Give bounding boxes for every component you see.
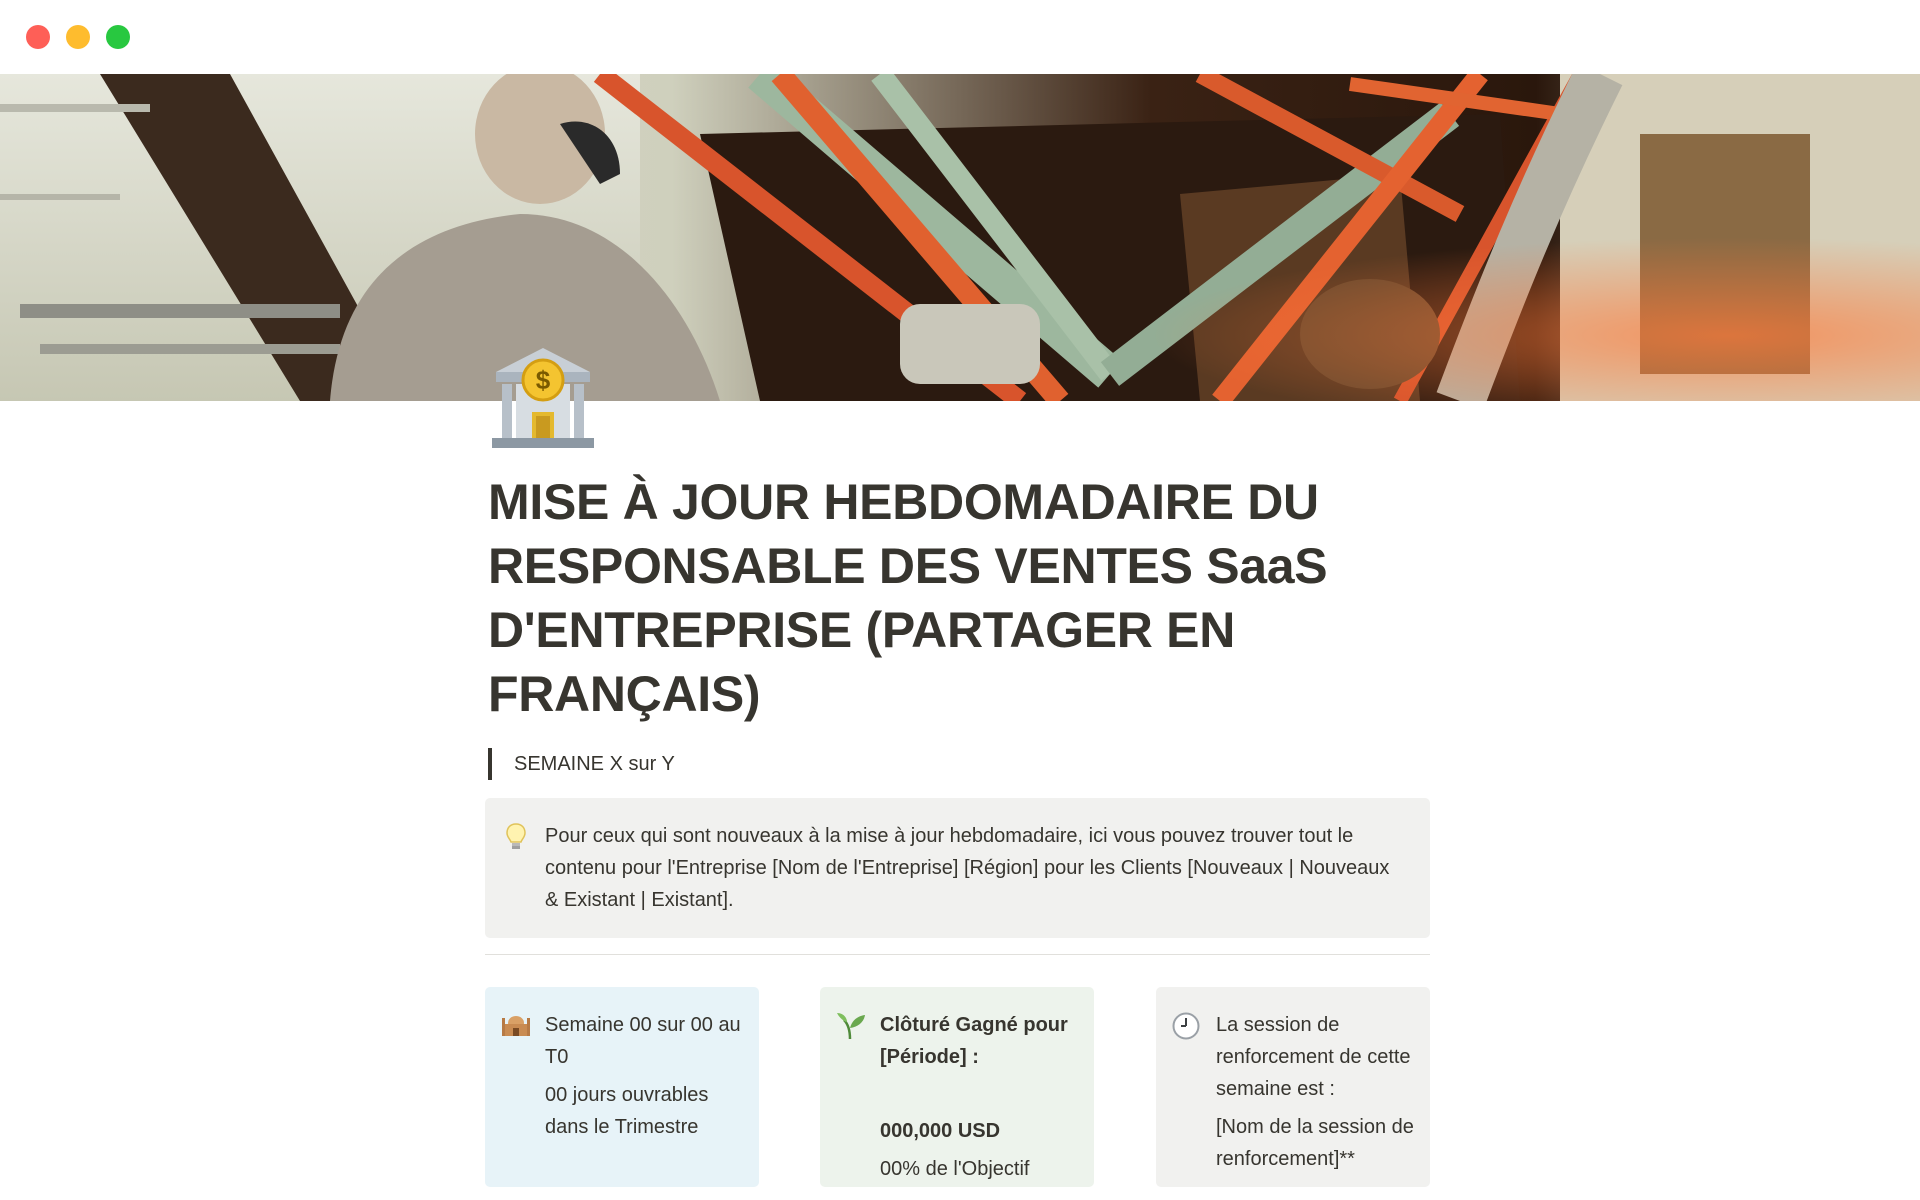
seedling-icon	[836, 1009, 880, 1187]
card-session-line1: La session de renforcement de cette semaine est :	[1216, 1014, 1411, 1100]
svg-text:$: $	[535, 365, 551, 395]
card-closed-won-title: Clôturé Gagné pour [Période] :	[880, 1014, 1068, 1068]
card-week-line1: Semaine 00 sur 00 au T0	[545, 1014, 741, 1068]
card-week-line2: 00 jours ouvrables dans le Trimestre	[545, 1084, 709, 1138]
bank-icon[interactable]	[488, 342, 598, 452]
title-bar	[0, 0, 1920, 74]
lightbulb-icon	[505, 820, 545, 916]
card-week-progress[interactable]	[485, 987, 759, 1187]
page-title[interactable]: MISE À JOUR HEBDOMADAIRE DU RESPONSABLE DES VENTES SaaS D'ENTREPRISE (PARTAGER EN FRANÇAIS)	[488, 474, 1328, 722]
card-closed-won-amount: 000,000 USD	[880, 1120, 1001, 1142]
divider	[485, 954, 1430, 955]
card-session-line2: [Nom de la session de renforcement]**	[1216, 1116, 1414, 1170]
callout-block[interactable]	[485, 798, 1430, 938]
quote-text: SEMAINE X sur Y	[514, 753, 675, 775]
maximize-window-button[interactable]	[106, 25, 130, 49]
callout-text: Pour ceux qui sont nouveaux à la mise à jour hebdomadaire, ici vous pouvez trouver tout le contenu pour l'Entreprise [Nom de l'Entreprise] [Région] pour les Clients [Nouveaux | Nouveaux & Existant | Existant].	[545, 825, 1390, 911]
cover-photo-illustration	[0, 74, 1920, 401]
minimize-window-button[interactable]	[66, 25, 90, 49]
close-window-button[interactable]	[26, 25, 50, 49]
card-reinforcement-session[interactable]	[1156, 987, 1430, 1187]
cover-image[interactable]	[0, 74, 1920, 401]
mosque-icon	[501, 1009, 545, 1187]
quote-block[interactable]	[488, 748, 1432, 780]
page-content	[488, 470, 1432, 1187]
clock-icon	[1172, 1009, 1216, 1187]
card-closed-won-goal: 00% de l'Objectif	[880, 1158, 1030, 1180]
column-cards	[485, 987, 1430, 1187]
card-closed-won[interactable]	[820, 987, 1094, 1187]
